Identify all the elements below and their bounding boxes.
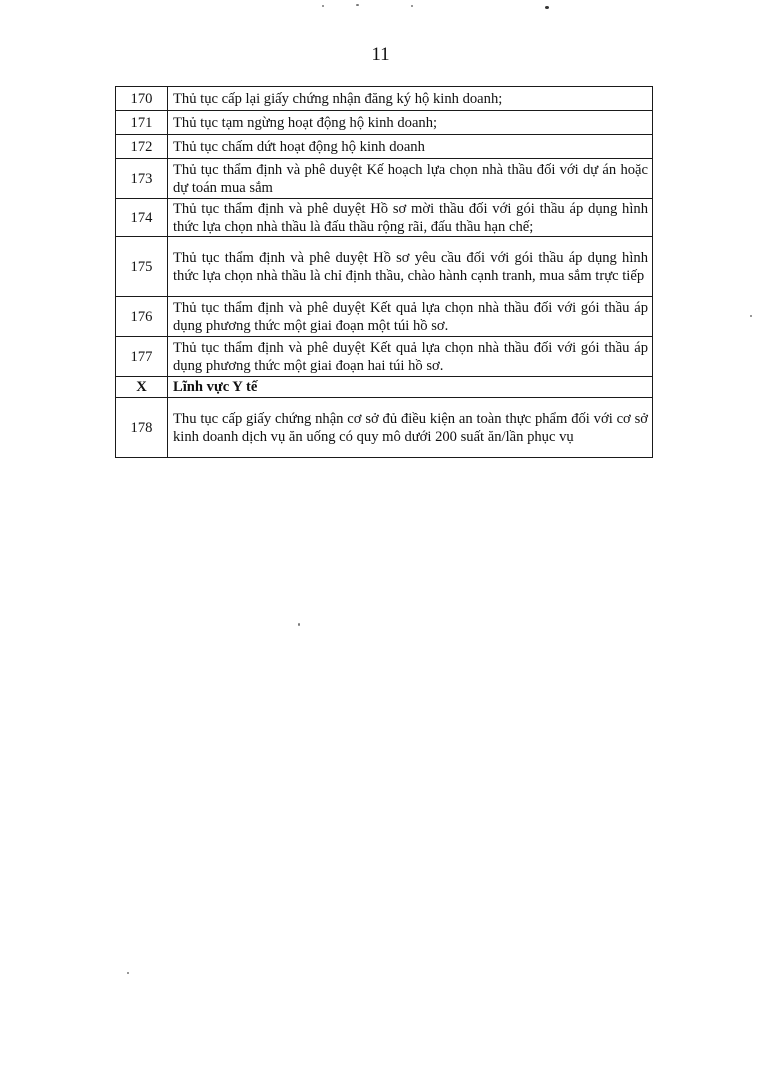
page-number: 11 xyxy=(371,44,390,65)
scan-speck xyxy=(322,5,324,7)
scan-speck xyxy=(545,6,549,9)
section-number: X xyxy=(116,377,168,398)
row-number: 175 xyxy=(116,237,168,297)
scan-speck xyxy=(298,623,300,626)
procedure-name: Thủ tục thẩm định và phê duyệt Hồ sơ yêu cầu đối với gói thầu áp dụng hình thức lựa chọn nhà thầu là chỉ định thầu, chào hành cạnh tranh, mua sắm trực tiếp xyxy=(168,237,653,297)
row-number: 178 xyxy=(116,398,168,458)
row-number: 176 xyxy=(116,297,168,337)
table-row xyxy=(116,135,653,159)
section-title: Lĩnh vực Y tế xyxy=(168,377,653,398)
scan-speck xyxy=(411,5,413,7)
row-number: 172 xyxy=(116,135,168,159)
procedure-name: Thủ tục cấp lại giấy chứng nhận đăng ký hộ kinh doanh; xyxy=(168,87,653,111)
table-row xyxy=(116,398,653,458)
procedure-table xyxy=(115,86,653,458)
section-row xyxy=(116,377,653,398)
table-row xyxy=(116,297,653,337)
procedure-name: Thủ tục thẩm định và phê duyệt Kết quả lựa chọn nhà thầu đối với gói thầu áp dụng phương thức một giai đoạn một túi hồ sơ. xyxy=(168,297,653,337)
row-number: 174 xyxy=(116,199,168,237)
table-row xyxy=(116,111,653,135)
scan-speck xyxy=(750,315,752,317)
table-row xyxy=(116,87,653,111)
scan-speck xyxy=(356,4,359,6)
table-row xyxy=(116,159,653,199)
table-row xyxy=(116,237,653,297)
scan-speck xyxy=(127,972,129,974)
row-number: 177 xyxy=(116,337,168,377)
row-number: 171 xyxy=(116,111,168,135)
table-row xyxy=(116,337,653,377)
procedure-name: Thủ tục chấm dứt hoạt động hộ kinh doanh xyxy=(168,135,653,159)
procedure-name: Thủ tục thẩm định và phê duyệt Hồ sơ mời thầu đối với gói thầu áp dụng hình thức lựa chọn nhà thầu là đấu thầu rộng rãi, đấu thầu hạn chế; xyxy=(168,199,653,237)
procedure-name: Thủ tục thẩm định và phê duyệt Kết quả lựa chọn nhà thầu đối với gói thầu áp dụng phương thức một giai đoạn hai túi hồ sơ. xyxy=(168,337,653,377)
table-row xyxy=(116,199,653,237)
procedure-name: Thủ tục thẩm định và phê duyệt Kế hoạch lựa chọn nhà thầu đối với dự án hoặc dự toán mua sắm xyxy=(168,159,653,199)
procedure-name: Thủ tục tạm ngừng hoạt động hộ kinh doanh; xyxy=(168,111,653,135)
row-number: 173 xyxy=(116,159,168,199)
row-number: 170 xyxy=(116,87,168,111)
procedure-name: Thu tục cấp giấy chứng nhận cơ sở đủ điều kiện an toàn thực phẩm đối với cơ sở kinh doanh dịch vụ ăn uống có quy mô dưới 200 suất ăn/lần phục vụ xyxy=(168,398,653,458)
